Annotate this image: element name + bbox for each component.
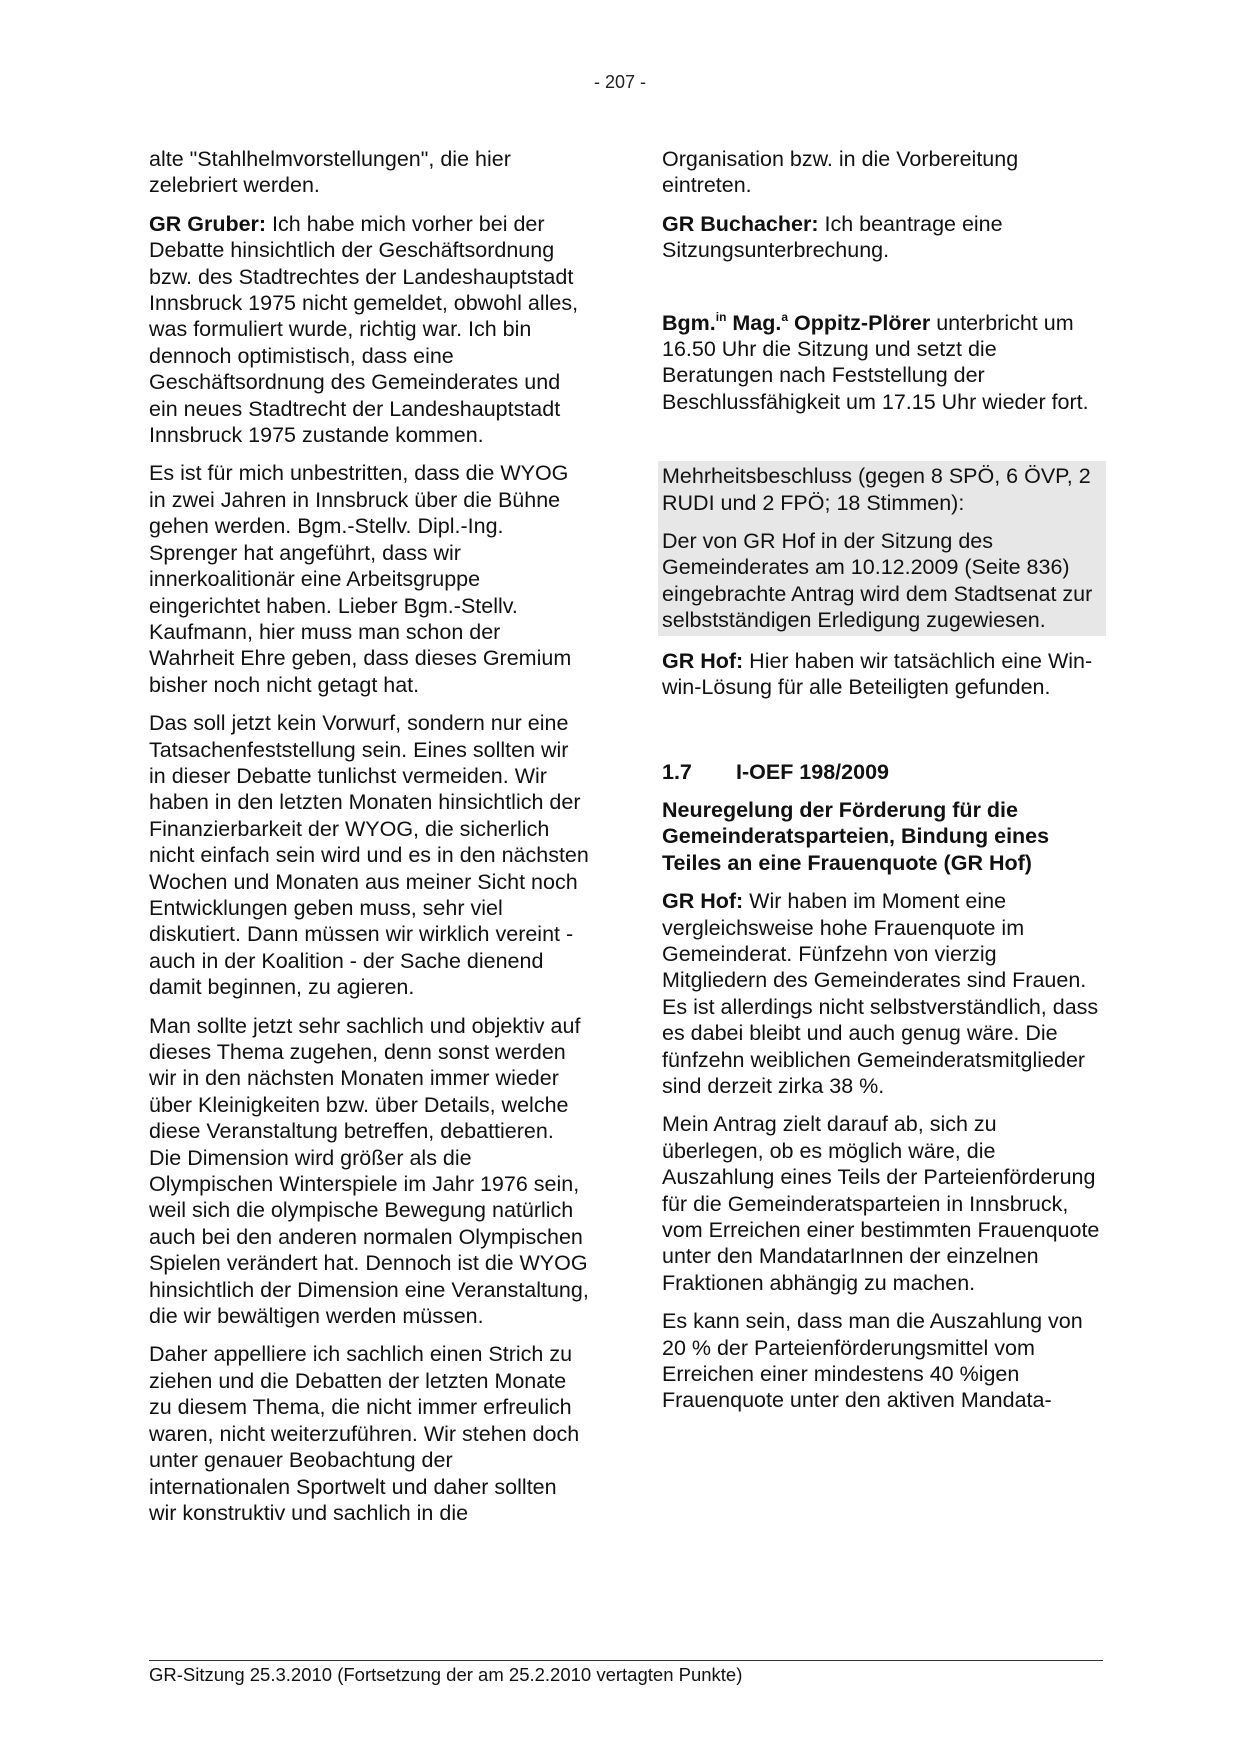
speech-buchacher	[662, 211, 1102, 264]
mayor-title: Bgm.$^{in}$ Mag.$^a$ Oppitz-Plörer	[662, 309, 931, 335]
speech-text: Ich habe mich vorher bei der Debatte hinsichtlich der Geschäftsordnung bzw. des Stadtrechtes der Landeshauptstadt Innsbruck 1975 nicht gemeldet, obwohl alles, was formuliert wurde, richtig war. Ich bin dennoch optimistisch, dass eine Geschäftsordnung des Gemeinderates und ein neues Stadtrecht der Landeshauptstadt Innsbruck 1975 zustande kommen.	[149, 211, 579, 448]
paragraph: Daher appelliere ich sachlich einen Strich zu ziehen und die Debatten der letzten Monate zu diesem Thema, die nicht immer erfreulich waren, nicht weiterzuführen. Wir stehen doch unter genauer Beobachtung der internationalen Sportwelt und daher sollten wir konstruktiv und sachlich in die	[149, 1342, 580, 1525]
resolution-box	[658, 461, 1106, 635]
speech-text: Wir haben im Moment eine vergleichsweise hohe Frauenquote im Gemeinderat. Fünfzehn von vierzig Mitgliedern des Gemeinderates sind Frauen. Es ist allerdings nicht selbstverständlich, dass es dabei bleibt und auch genug wäre. Die fünfzehn weiblichen Gemeinderatsmitglieder sind derzeit zirka 38 %.	[662, 889, 1099, 1098]
paragraph: Organisation bzw. in die Vorbereitung eintreten.	[662, 147, 1019, 198]
speaker-name: GR Buchacher:	[662, 211, 819, 236]
speech-text: Hier haben wir tatsächlich eine Win-win-Lösung für alle Beteiligten gefunden.	[662, 648, 1093, 700]
speech-hof-2	[662, 888, 1102, 1099]
left-column	[149, 146, 589, 1538]
paragraph: Das soll jetzt kein Vorwurf, sondern nur eine Tatsachenfeststellung sein. Eines sollten wir in dieser Debatte tunlichst vermeiden. Wir haben in den letzten Monaten hinsichtlich der Finanzierbarkeit der WYOG, die sicherlich nicht einfach sein wird und es in den nächsten Wochen und Monaten aus meiner Sicht noch Entwicklungen geben muss, sehr viel diskutiert. Dann müssen wir wirklich vereint - auch in der Koalition - der Sache dienend damit beginnen, zu agieren.	[149, 711, 589, 1000]
paragraph: Man sollte jetzt sehr sachlich und objektiv auf dieses Thema zugehen, denn sonst werden wir in den nächsten Monaten immer wieder über Kleinigkeiten bzw. über Details, welche diese Veranstaltung betreffen, debattieren. Die Dimension wird größer als die Olympischen Winterspiele im Jahr 1976 sein, weil sich die olympische Bewegung natürlich auch bei den anderen normalen Olympischen Spielen verändert hat. Dennoch ist die WYOG hinsichtlich der Dimension eine Veranstaltung, die wir bewältigen werden müssen.	[149, 1013, 589, 1329]
page-number: - 207 -	[593, 72, 647, 92]
footer: GR-Sitzung 25.3.2010 (Fortsetzung der am 25.2.2010 vertagten Punkte)	[149, 1664, 743, 1685]
speech-gruber	[149, 211, 589, 449]
session-interruption-note	[662, 310, 1102, 416]
paragraph: Mein Antrag zielt darauf ab, sich zu überlegen, ob es möglich wäre, die Auszahlung eines Teils der Parteienförderung für die Gemeinderatsparteien in Innsbruck, vom Erreichen einer bestimmten Frauenquote unter den MandatarInnen der einzelnen Fraktionen abhängig zu machen.	[662, 1112, 1100, 1295]
section-code: I-OEF 198/2009	[736, 759, 889, 784]
paragraph: Es ist für mich unbestritten, dass die WYOG in zwei Jahren in Innsbruck über die Bühne gehen werden. Bgm.-Stellv. Dipl.-Ing. Sprenger hat angeführt, dass wir innerkoalitionär eine Arbeitsgruppe eingerichtet haben. Lieber Bgm.-Stellv. Kaufmann, hier muss man schon der Wahrheit Ehre geben, dass dieses Gremium bisher noch nicht getagt hat.	[149, 461, 572, 697]
resolution-vote: Mehrheitsbeschluss (gegen 8 SPÖ, 6 ÖVP, 2 RUDI und 2 FPÖ; 18 Stimmen):	[662, 464, 1091, 515]
right-column	[662, 146, 1102, 1426]
resolution-text: Der von GR Hof in der Sitzung des Gemeinderates am 10.12.2009 (Seite 836) eingebrachte Antrag wird dem Stadtsenat zur selbstständigen Erledigung zugewiesen.	[662, 529, 1093, 633]
speaker-name: GR Hof:	[662, 889, 744, 914]
note-text: unterbricht um 16.50 Uhr die Sitzung und setzt die Beratungen nach Feststellung der Beschlussfähigkeit um 17.15 Uhr wieder fort.	[662, 310, 1089, 414]
paragraph: Es kann sein, dass man die Auszahlung von 20 % der Parteienförderungsmittel vom Erreichen einer mindestens 40 %igen Frauenquote unter den aktiven Mandata-	[662, 1309, 1083, 1413]
speech-text: Ich beantrage eine Sitzungsunterbrechung.	[662, 211, 1003, 263]
section-title: Neuregelung der Förderung für die Gemeinderatsparteien, Bindung eines Teiles an eine Frauenquote (GR Hof)	[662, 797, 1050, 875]
speaker-name: GR Gruber:	[149, 211, 267, 236]
section-number: 1.7	[662, 759, 692, 784]
footer-divider	[149, 1660, 1103, 1661]
section-heading	[662, 759, 1102, 785]
speaker-name: GR Hof:	[662, 648, 744, 673]
paragraph: alte "Stahlhelmvorstellungen", die hier zelebriert werden.	[149, 147, 511, 198]
speech-hof	[662, 648, 1102, 701]
